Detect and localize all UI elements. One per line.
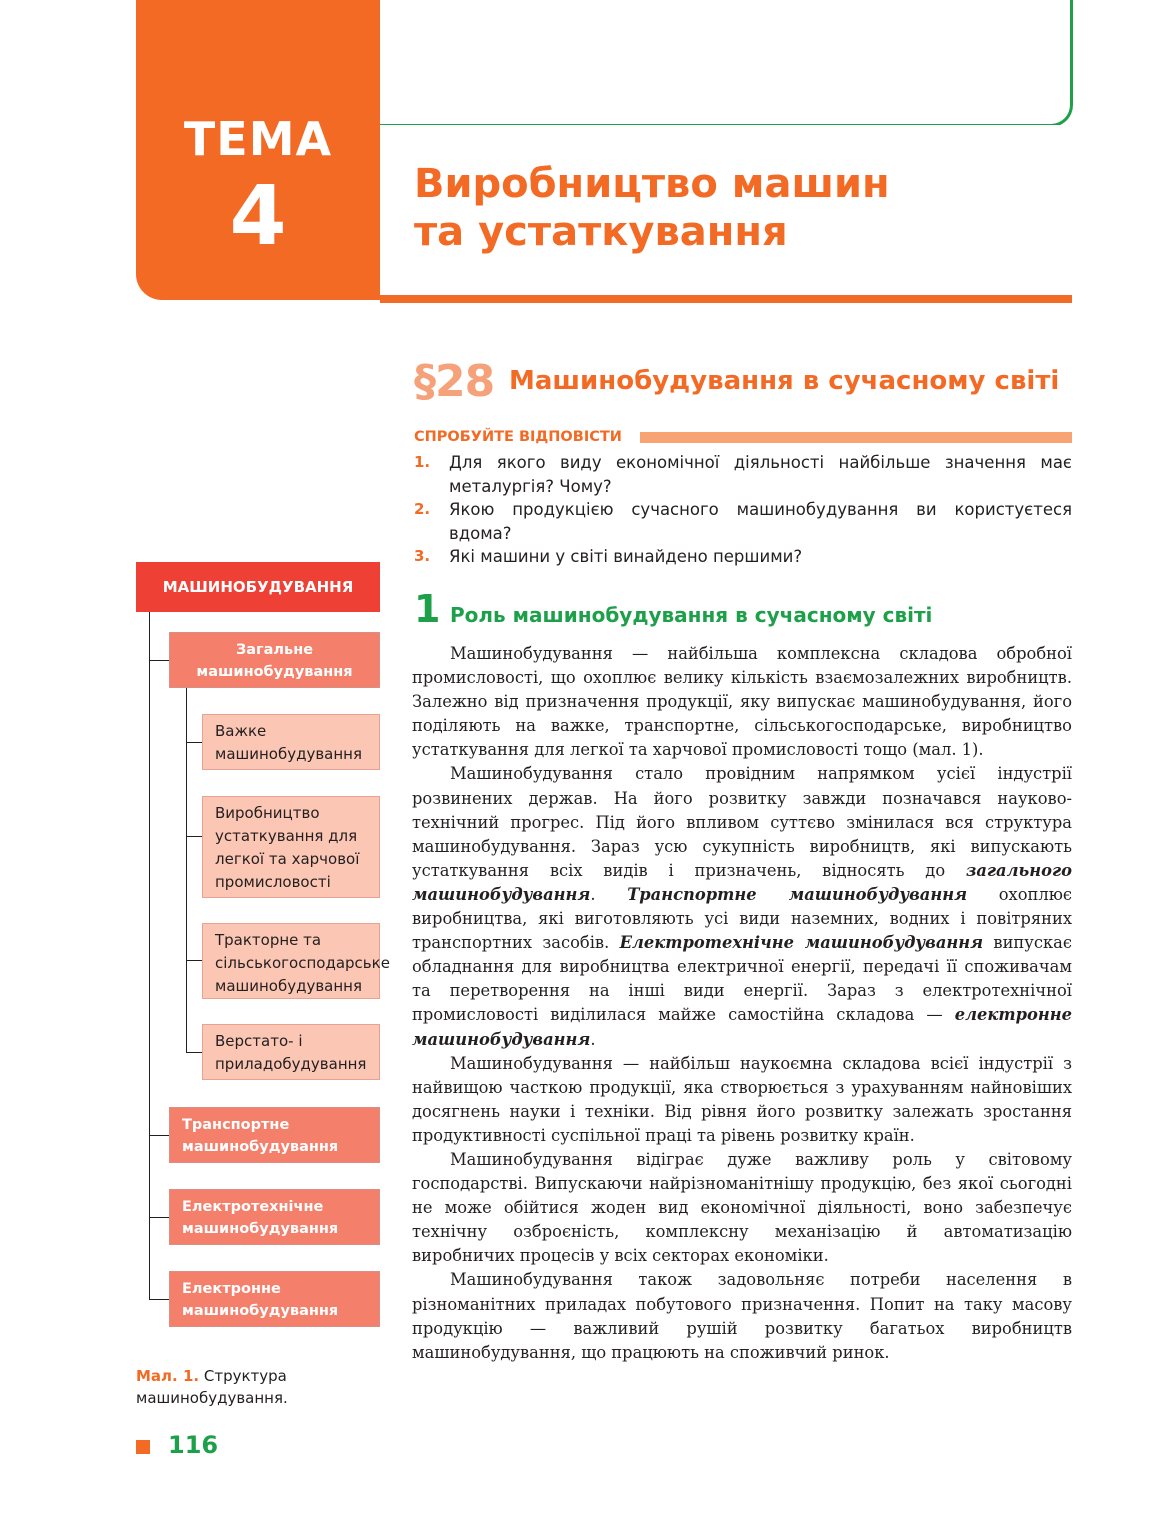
topic-title-line2: та устаткування (414, 209, 788, 255)
figure-caption (136, 1365, 380, 1409)
body-text (412, 642, 1072, 1365)
term-electronic-engineering: електронне машинобудування (412, 1005, 1072, 1049)
question-list (414, 451, 1072, 569)
question-number: 3. (414, 547, 431, 565)
question-number: 1. (414, 453, 431, 471)
topic-title-line1: Виробництво машин (414, 161, 890, 207)
page-marker (136, 1440, 150, 1454)
subsection-number: 1 (414, 587, 441, 631)
question-text: Якою продукцією сучасного машинобудування ви користуєтеся вдома? (449, 500, 1072, 543)
diagram-equipment-box: Виробництво устаткування для легкої та харчової промисловості (202, 796, 380, 898)
structure-diagram (136, 562, 390, 1332)
term-general-engineering: загального машинобудування (412, 860, 1072, 904)
diagram-transport-box: Транспортне машинобудування (169, 1107, 380, 1163)
paragraph: Машинобудування — найбільша комплексна складова обробної промисловості, що охоплює велику кількість взаємозалежних виробництв. Залежно від призначення продукції, яку випускає машинобудування, його поділяють на важке, транспортне, сільськогосподарське, виробництво устаткування для легкої та харчової промисловості тощо (мал. 1). (412, 644, 1072, 760)
paragraph: Машинобудування — найбільш наукоємна складова всієї індустрії з найвищою часткою продукції, яка створюється з урахуванням найновіших досягнень науки і техніки. Від рівня його розвитку залежать зростання продуктивності суспільної праці та рівень розвитку країн. (412, 1053, 1072, 1145)
diagram-heavy-box: Важке машинобудування (202, 714, 380, 770)
try-answer-bar (640, 432, 1072, 443)
term-transport-engineering: Транспортне машинобудування (627, 884, 968, 904)
diagram-electrotech-box: Електротехнічне машинобудування (169, 1189, 380, 1245)
section-number: §28 (414, 356, 495, 407)
connector-line (149, 1217, 169, 1218)
question-item (414, 451, 1072, 498)
connector-line (186, 742, 202, 743)
header-green-frame (380, 0, 1073, 127)
paragraph-text: випускає обладнання для виробництва електричної енергії, передачі її споживачам та перетворення на інші види енергії. Зараз з електротехнічної промисловості виділилася майже самостійна складова — (412, 933, 1072, 1025)
diagram-general-box: Загальне машинобудування (169, 632, 380, 688)
theme-block (136, 0, 380, 300)
question-number: 2. (414, 500, 431, 518)
page-number: 116 (168, 1431, 219, 1459)
theme-word: ТЕМА (183, 112, 333, 166)
paragraph: Машинобудування відіграє дуже важливу роль у світовому господарстві. Випускаючи найрізноманітнішу продукцію, без якої сьогодні не може обійтися жоден вид економічної діяльності, воно забезпечує технічну озброєність, комплексну механізацію й автоматизацію виробничих процесів у всіх секторах економіки. (412, 1149, 1072, 1266)
connector-line (149, 660, 169, 661)
topic-title (414, 160, 890, 256)
connector-line (149, 612, 150, 1300)
connector-line (149, 1299, 169, 1300)
diagram-electronic-box: Електронне машинобудування (169, 1271, 380, 1327)
question-text: Які машини у світі винайдено першими? (449, 547, 803, 566)
connector-line (186, 836, 202, 837)
section-title: Машинобудування в сучасному світі (509, 366, 1060, 396)
paragraph (412, 762, 1072, 1051)
caption-label: Мал. 1. (136, 1367, 200, 1385)
paragraph-text: . (590, 1029, 596, 1049)
diagram-machine-tool-box: Верстато- і приладобудування (202, 1024, 380, 1080)
term-electrotechnical-engineering: Електротехнічне машинобудування (619, 933, 984, 953)
paragraph-text: охоплює виробництва, які виготовляють усі види наземних, водних і повітряних транспортних засобів. (412, 884, 1072, 953)
connector-line (149, 1135, 169, 1136)
paragraph: Машинобудування також задовольняє потреби населення в різноманітних приладах побутового призначення. Попит на таку масову продукцію — важливий рушій розвитку багатьох виробництв машинобудування, що працюють на споживчий ринок. (412, 1270, 1072, 1362)
theme-number: 4 (229, 169, 287, 264)
connector-line (186, 1052, 202, 1053)
question-text: Для якого виду економічної діяльності найбільше значення має металургія? Чому? (449, 453, 1072, 496)
diagram-tractor-box: Тракторне та сільськогосподарське машинобудування (202, 923, 380, 999)
connector-line (186, 960, 202, 961)
paragraph-text: . (590, 884, 628, 904)
try-answer-label: СПРОБУЙТЕ ВІДПОВІСТИ (414, 429, 622, 445)
question-item (414, 498, 1072, 545)
question-item (414, 545, 1072, 569)
subsection-title: Роль машинобудування в сучасному світі (450, 603, 933, 627)
caption-text: Структура машинобудування. (136, 1367, 288, 1407)
paragraph-text: Машинобудування стало провідним напрямком усієї індустрії розвинених держав. На його розвитку завжди позначався науково-технічний прогрес. Під його впливом суттєво змінилася вся структура машинобудування. Зараз усю сукупність виробництв, які випускають устаткування всіх видів і призначень, відносять до (412, 764, 1072, 880)
diagram-root-box: МАШИНОБУДУВАННЯ (136, 562, 380, 612)
header-underline (380, 295, 1072, 303)
